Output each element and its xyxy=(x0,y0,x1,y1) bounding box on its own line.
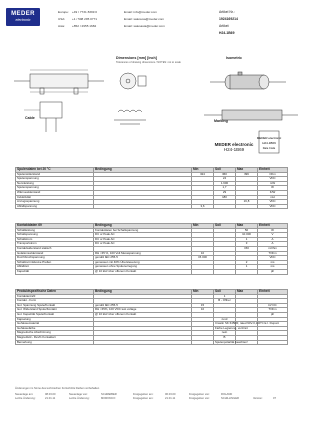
table-cell: Kontaktwiderstand statisch xyxy=(16,246,94,251)
table-cell: K/W xyxy=(258,190,288,195)
table-cell: B xyxy=(214,335,236,340)
footer-cell: 08.03.00 xyxy=(45,393,56,396)
table-cell: A xyxy=(258,237,288,242)
footer-cell: Neuanlage von: xyxy=(69,393,88,396)
marking-box-line3: Date Code xyxy=(262,147,276,150)
table-cell: @ 10 kHz über offenem Kontakt xyxy=(94,312,192,317)
table-cell: VDC xyxy=(258,204,288,209)
table-cell: mH xyxy=(258,195,288,200)
contact-phones xyxy=(72,9,97,30)
column-header: Spulendaten bei 20 °C xyxy=(16,168,94,173)
table-cell: pF xyxy=(258,269,288,274)
table-cell: 360 xyxy=(214,172,236,177)
table-cell: VDC xyxy=(258,256,288,261)
footer-cell: Freigegeben am: xyxy=(133,397,154,400)
table-cell: 396 xyxy=(236,172,258,177)
footer-cell: 06.03.00 xyxy=(165,393,176,396)
table-cell: Induktivität xyxy=(16,195,94,200)
dimensions-title: Dimensions [mm] [inch] xyxy=(116,56,157,60)
table-cell: 15.000 xyxy=(192,256,214,261)
table-cell: gemäß IEC 255-5 xyxy=(94,256,192,261)
table-cell: Isol. Spannung Spule/Kontakt xyxy=(16,303,94,308)
table-cell: rund xyxy=(214,317,236,322)
table-cell: DC or Peak AC xyxy=(94,237,192,242)
footer-cell: SCHREIBER xyxy=(101,393,117,396)
table-cell: Durchbruchspannung xyxy=(16,256,94,261)
table-cell: Spulenpolarität beachten! xyxy=(215,339,248,344)
table-cell: Schaltspannung xyxy=(16,233,94,238)
table-cell: Bemerkung xyxy=(16,340,94,345)
table-cell xyxy=(94,340,192,345)
footer-cell: Version: xyxy=(253,397,263,400)
footer-cell: Freigegeben am: xyxy=(133,393,154,396)
relay-side-view xyxy=(14,70,104,94)
contact-email[interactable]: Email: salesasia@meder.com xyxy=(124,24,165,28)
table-cell: 1.600 xyxy=(214,181,236,186)
table-cell: TOhm xyxy=(258,308,288,313)
footer-cell: SCHILLINGER xyxy=(221,397,239,400)
technical-drawing xyxy=(10,62,300,142)
table-cell: V xyxy=(258,233,288,238)
table-cell: 324 xyxy=(192,172,214,177)
table-cell: B - Öffner xyxy=(214,299,236,304)
dimensions-note: Tolerances of drawing dimensions / NOTES: not to scale xyxy=(116,61,181,64)
table-cell: Nennleistung xyxy=(16,181,94,186)
table-cell xyxy=(214,204,236,209)
table-cell: Spulenwiderstand xyxy=(16,172,94,177)
table-cell: Kontaktanzahl xyxy=(16,294,94,299)
contact-region: Europe: xyxy=(58,10,69,14)
article-number-label: Artikel Nr.: xyxy=(219,10,235,14)
table-cell: Isol. Widerstand Spule/Kontakt xyxy=(16,308,94,313)
table-cell: W xyxy=(258,186,288,191)
footer-meta xyxy=(15,393,287,401)
table-cell: RH <45 %, 100 Volt Messspannung xyxy=(94,251,192,256)
isometric-title: Isometric xyxy=(226,56,242,60)
table-cell xyxy=(236,269,258,274)
footer-row xyxy=(15,397,287,401)
footer-cell: MORONCO xyxy=(101,397,116,400)
table-cell: VDC xyxy=(258,200,288,205)
table-cell: 1 xyxy=(236,237,258,242)
table-cell: Spulenspannung xyxy=(16,177,94,182)
column-header: Max xyxy=(236,290,258,295)
table-cell: Kapazität xyxy=(16,269,94,274)
table-cell: 1 xyxy=(214,294,236,299)
table-cell: pF xyxy=(258,312,288,317)
article-number: 1924169214 xyxy=(219,17,238,21)
contact-phone: +1 / 508 295 0771 xyxy=(72,17,98,21)
table-cell: Magnetfeld - Rev% Kontaktart xyxy=(16,335,94,340)
column-header: Bedingung xyxy=(94,224,192,229)
table-cell: mW xyxy=(258,181,288,186)
footer-cell: 07 xyxy=(273,397,276,400)
table-cell: Crastin SK 645FR, rated 94V-0,140°C E.I. Dupont xyxy=(215,321,279,326)
footer-cell: Letzte Änderung: xyxy=(15,397,36,400)
logo-subtext: electronic xyxy=(15,18,31,22)
table-cell: RH <45%, 100 VDC test voltage xyxy=(94,308,192,313)
column-header: Max xyxy=(236,224,258,229)
spec-brand: MEDER electronic xyxy=(214,142,254,147)
product-data-table xyxy=(15,289,288,345)
column-header: Max xyxy=(236,168,258,173)
article-info xyxy=(219,9,238,37)
marking-title: Marking xyxy=(214,119,228,123)
table-cell: 3,6 xyxy=(192,204,214,209)
contact-regions xyxy=(58,9,69,30)
table-cell: kV DC xyxy=(258,303,288,308)
table-cell: nein xyxy=(214,331,236,336)
column-header: Soll xyxy=(214,290,236,295)
column-header: Soll xyxy=(214,224,236,229)
table-cell: 180 xyxy=(214,195,236,200)
cable-title: Cable xyxy=(25,116,35,120)
table-cell: W xyxy=(258,228,288,233)
table-cell: Kontakt - Form xyxy=(16,299,94,304)
column-header: Min xyxy=(192,168,214,173)
contact-email[interactable]: Email: salesusa@meder.com xyxy=(124,17,165,21)
article-label: Artikel: xyxy=(219,24,230,28)
table-cell xyxy=(192,269,214,274)
article-name: H24-1B69 xyxy=(219,31,235,35)
table-cell: 16,8 xyxy=(236,200,258,205)
marking-label-box xyxy=(258,130,280,154)
table-cell: 1 xyxy=(236,265,258,270)
table-cell: Kapselung xyxy=(16,317,94,322)
table-cell: @ 10 kHz über offenem Kontakt xyxy=(94,269,192,274)
column-header: Einheit xyxy=(258,168,288,173)
table-cell: Farbe Legierung, verzinnt xyxy=(215,325,248,330)
relay-schematic xyxy=(114,110,146,124)
table-cell: 24 xyxy=(214,177,236,182)
footer-cell: 21.01.11 xyxy=(45,397,56,400)
table-cell: Schaltzeit inklusive Prellen xyxy=(16,260,94,265)
table-cell: ms xyxy=(258,265,288,270)
table-cell: Schaltstrom xyxy=(16,237,94,242)
table-cell: 15 xyxy=(192,303,214,308)
table-cell: Spulenspannung xyxy=(16,186,94,191)
table-cell: 150 xyxy=(236,246,258,251)
table-cell xyxy=(236,204,258,209)
column-header: Min xyxy=(192,290,214,295)
contact-data-table xyxy=(15,223,288,275)
coil-data-table xyxy=(15,167,288,209)
table-cell: Magnetische Abschirmung xyxy=(16,331,94,336)
meder-logo xyxy=(6,8,40,26)
table-cell: 50 xyxy=(236,228,258,233)
table-cell: 10.000 xyxy=(236,233,258,238)
logo-text: MEDER xyxy=(11,11,35,17)
marking-box-line1: MEDER electronic xyxy=(256,136,282,140)
contact-region: Asia: xyxy=(58,24,65,28)
table-row xyxy=(16,204,288,209)
table-cell: Gehäusematerial xyxy=(16,322,94,327)
column-header: Einheit xyxy=(258,290,288,295)
table-cell: Isol. Kapazität Spule/Kontakt xyxy=(16,312,94,317)
relay-end-view xyxy=(120,73,146,89)
marking-box-line2: H24-1B69 xyxy=(262,141,276,145)
table-cell: ms xyxy=(258,260,288,265)
table-cell: Ohm xyxy=(258,172,288,177)
footer-cell: Neuanlage am: xyxy=(15,393,34,396)
table-cell: VDC xyxy=(258,177,288,182)
table-cell: DC or Peak AC xyxy=(94,233,192,238)
table-cell: 3 xyxy=(236,242,258,247)
table-cell: Transportstrom xyxy=(16,242,94,247)
column-header: Bedingung xyxy=(94,168,192,173)
footer-cell: Freigegeben von: xyxy=(189,397,210,400)
column-header: Produktspezifische Daten xyxy=(16,290,94,295)
column-header: Einheit xyxy=(258,224,288,229)
table-cell: Isolationswiderstand xyxy=(16,251,94,256)
table-cell xyxy=(214,269,236,274)
contact-region: USA: xyxy=(58,17,66,21)
contact-email[interactable]: Email: info@meder.com xyxy=(124,10,157,14)
table-cell: gemessen mit 40% Übersteuerung xyxy=(94,260,192,265)
table-cell: Abfallspannung xyxy=(16,204,94,209)
table-cell xyxy=(258,340,288,345)
column-header: Min xyxy=(192,224,214,229)
footer-disclaimer: Änderungen im Sinne des technischen Fortschritts bleiben vorbehalten xyxy=(15,387,100,390)
table-cell xyxy=(94,204,192,209)
contact-phone: +852 / 2955 1682 xyxy=(72,24,97,28)
footer-cell: 21.01.11 xyxy=(165,397,176,400)
footer-cell: Letzte Änderung: xyxy=(69,397,90,400)
table-cell: mOhm xyxy=(258,246,288,251)
table-cell: Wärmewiderstand xyxy=(16,190,94,195)
table-cell: 1,7 xyxy=(214,186,236,191)
table-cell: 2 xyxy=(236,260,258,265)
table-cell: DC or Peak AC xyxy=(94,242,192,247)
table-cell: A xyxy=(258,242,288,247)
table-cell: Anzugsspannung xyxy=(16,200,94,205)
footer-cell: ROLAND xyxy=(221,393,233,396)
contact-emails xyxy=(124,9,165,30)
table-row xyxy=(16,340,288,345)
column-header: Bedingung xyxy=(94,290,192,295)
table-cell: 10 xyxy=(192,251,214,256)
table-cell: gemäß IEC 255-5 xyxy=(94,303,192,308)
table-cell: Gehäusefarbe xyxy=(16,326,94,331)
column-header: Kontaktdaten 69 xyxy=(16,224,94,229)
table-cell: Kontaktdaten bei Schaltspannung xyxy=(94,228,192,233)
spec-name: H24-1B69 xyxy=(223,147,245,152)
relay-isometric-view xyxy=(210,72,286,89)
table-row xyxy=(16,269,288,274)
column-header: Soll xyxy=(214,168,236,173)
table-cell: TOhm xyxy=(258,251,288,256)
table-cell: 10 xyxy=(192,308,214,313)
table-cell xyxy=(192,340,214,345)
table-cell: 29 xyxy=(214,190,236,195)
contact-phone: +49 / 7731 8399 0 xyxy=(72,10,98,14)
footer-cell: Freigegeben von: xyxy=(189,393,210,396)
table-cell: Abfallzeit xyxy=(16,265,94,270)
table-cell: gemessen ohne Spulenerregung xyxy=(94,265,192,270)
table-cell: Schaltleistung xyxy=(16,228,94,233)
